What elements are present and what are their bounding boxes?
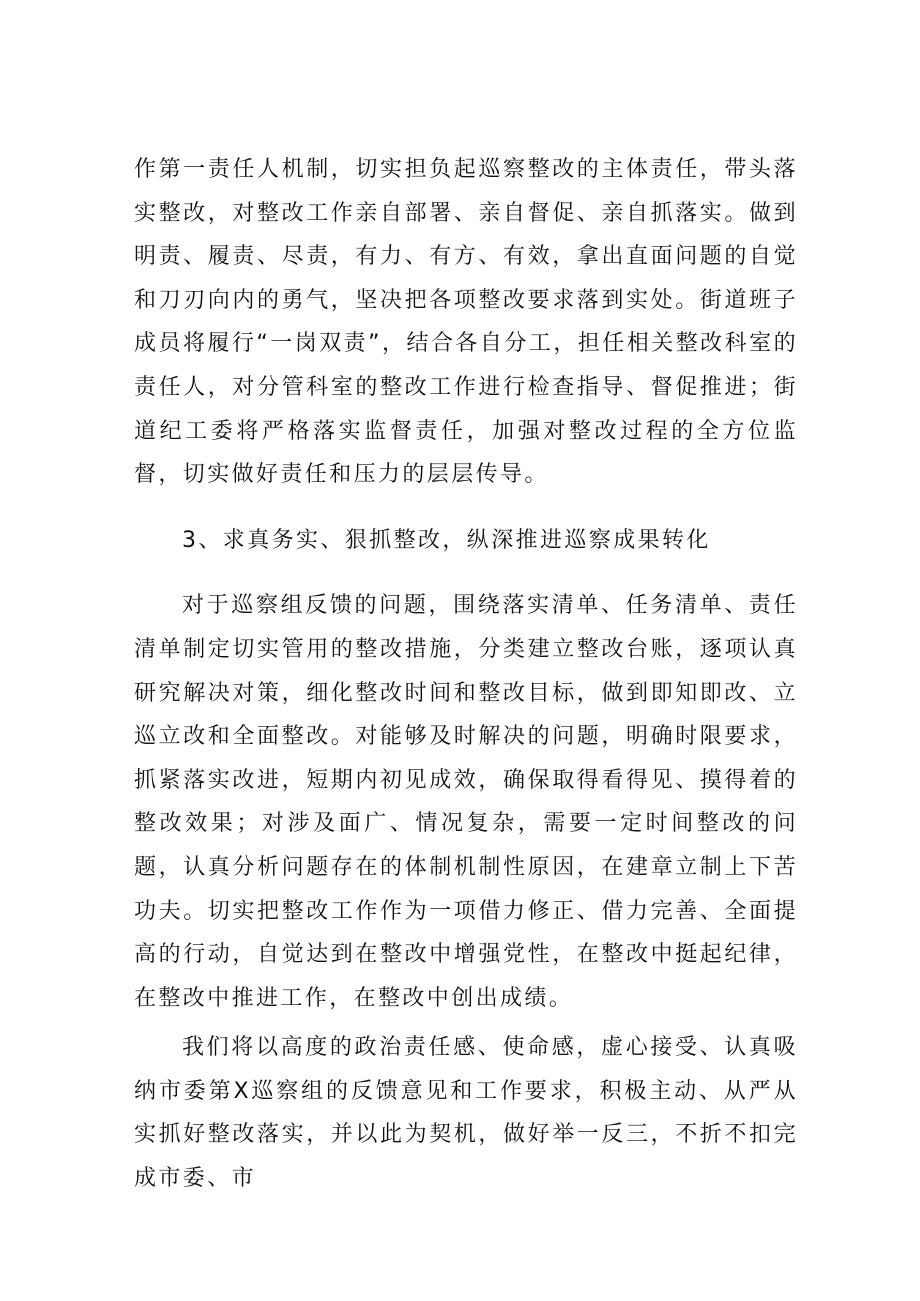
paragraph-responsibility-mechanism: 作第一责任人机制，切实担负起巡察整改的主体责任，带头落实整改，对整改工作亲自部署、亲自督促、亲自抓落实。做到明责、履责、尽责，有力、有方、有效，拿出直面问题的自觉和刀刃向内的勇气，坚决把各项整改要求落到实处。街道班子成员将履行“一岗双责”，结合各自分工，担任相关整改科室的责任人，对分管科室的整改工作进行检查指导、督促推进；街道纪工委将严格落实监督责任，加强对整改过程的全方位监督，切实做好责任和压力的层层传导。	[134, 157, 798, 488]
section-heading-3: 3、求真务实、狠抓整改，纵深推进巡察成果转化	[182, 527, 711, 553]
paragraph-rectification-measures: 对于巡察组反馈的问题，围绕落实清单、任务清单、责任清单制定切实管用的整改措施，分类建立整改台账，逐项认真研究解决对策，细化整改时间和整改目标，做到即知即改、立巡立改和全面整改。对能够及时解决的问题，明确时限要求，抓紧落实改进，短期内初见成效，确保取得看得见、摸得着的整改效果；对涉及面广、情况复杂，需要一定时间整改的问题，认真分析问题存在的体制机制性原因，在建章立制上下苦功夫。切实把整改工作作为一项借力修正、借力完善、全面提高的行动，自觉达到在整改中增强党性，在整改中挺起纪律，在整改中推进工作，在整改中创出成绩。	[134, 593, 798, 1011]
paragraph-conclusion: 我们将以高度的政治责任感、使命感，虚心接受、认真吸纳市委第X巡察组的反馈意见和工作要求，积极主动、从严从实抓好整改落实，并以此为契机，做好举一反三，不折不扣完成市委、市	[134, 1035, 798, 1192]
document-body	[134, 148, 798, 1201]
